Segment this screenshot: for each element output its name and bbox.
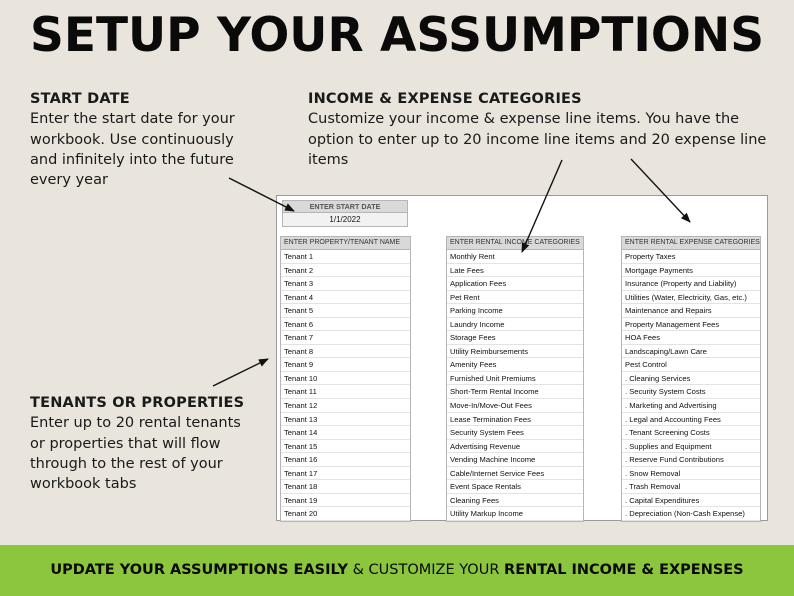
tenant-row[interactable]: Tenant 17 (281, 467, 410, 481)
income-category-row[interactable]: Vending Machine Income (447, 453, 583, 467)
expense-category-row[interactable]: . Reserve Fund Contributions (622, 453, 760, 467)
expense-category-row[interactable]: . Security System Costs (622, 385, 760, 399)
tenant-row[interactable]: Tenant 16 (281, 453, 410, 467)
income-category-row[interactable]: Amenity Fees (447, 358, 583, 372)
income-category-row[interactable]: Storage Fees (447, 331, 583, 345)
tenant-row[interactable]: Tenant 3 (281, 277, 410, 291)
expense-category-row[interactable]: . Snow Removal (622, 467, 760, 481)
expense-list-header: ENTER RENTAL EXPENSE CATEGORIES (622, 237, 760, 250)
tenant-row[interactable]: Tenant 9 (281, 358, 410, 372)
expense-category-row[interactable]: . Tenant Screening Costs (622, 426, 760, 440)
tenants-heading: TENANTS OR PROPERTIES (30, 395, 245, 411)
expense-category-row[interactable]: Property Management Fees (622, 318, 760, 332)
banner-text-bold-1: UPDATE YOUR ASSUMPTIONS EASILY (50, 562, 349, 578)
income-category-row[interactable]: Advertising Revenue (447, 440, 583, 454)
expense-category-row[interactable]: Utilities (Water, Electricity, Gas, etc.) (622, 291, 760, 305)
income-category-row[interactable]: Event Space Rentals (447, 480, 583, 494)
expense-category-row[interactable]: Property Taxes (622, 250, 760, 264)
expense-category-row[interactable]: . Capital Expenditures (622, 494, 760, 508)
income-category-row[interactable]: Laundry Income (447, 318, 583, 332)
income-category-row[interactable]: Monthly Rent (447, 250, 583, 264)
categories-description: Customize your income & expense line items. You have the option to enter up to 20 income line items and 20 expense line items (308, 111, 767, 168)
income-category-row[interactable]: Lease Termination Fees (447, 413, 583, 427)
tenant-row[interactable]: Tenant 19 (281, 494, 410, 508)
expense-category-row[interactable]: . Supplies and Equipment (622, 440, 760, 454)
categories-heading: INCOME & EXPENSE CATEGORIES (308, 91, 582, 107)
tenant-row[interactable]: Tenant 18 (281, 480, 410, 494)
income-category-row[interactable]: Pet Rent (447, 291, 583, 305)
tenant-row[interactable]: Tenant 14 (281, 426, 410, 440)
start-date-description: Enter the start date for your workbook. Use continuously and infinitely into the future every year (30, 111, 235, 189)
tenant-list-header: ENTER PROPERTY/TENANT NAME (281, 237, 410, 250)
expense-category-row[interactable]: Pest Control (622, 358, 760, 372)
expense-arrow (631, 159, 690, 222)
expense-category-row[interactable]: Maintenance and Repairs (622, 304, 760, 318)
expense-category-row[interactable]: . Cleaning Services (622, 372, 760, 386)
tenants-arrow (213, 359, 268, 386)
income-category-row[interactable]: Utility Markup Income (447, 507, 583, 521)
expense-category-row[interactable]: Landscaping/Lawn Care (622, 345, 760, 359)
tenant-row[interactable]: Tenant 20 (281, 507, 410, 521)
income-category-row[interactable]: Move-In/Move-Out Fees (447, 399, 583, 413)
tenant-row[interactable]: Tenant 1 (281, 250, 410, 264)
tenant-row[interactable]: Tenant 5 (281, 304, 410, 318)
expense-category-row[interactable]: . Legal and Accounting Fees (622, 413, 760, 427)
income-category-row[interactable]: Short-Term Rental Income (447, 385, 583, 399)
tenant-row[interactable]: Tenant 7 (281, 331, 410, 345)
tenant-row[interactable]: Tenant 8 (281, 345, 410, 359)
income-category-row[interactable]: Security System Fees (447, 426, 583, 440)
tenant-row[interactable]: Tenant 13 (281, 413, 410, 427)
income-arrow (522, 160, 562, 252)
income-list-header: ENTER RENTAL INCOME CATEGORIES (447, 237, 583, 250)
expense-category-row[interactable]: . Trash Removal (622, 480, 760, 494)
tenant-row[interactable]: Tenant 12 (281, 399, 410, 413)
income-category-row[interactable]: Application Fees (447, 277, 583, 291)
tenant-row[interactable]: Tenant 11 (281, 385, 410, 399)
expense-category-row[interactable]: Mortgage Payments (622, 264, 760, 278)
tenants-description: Enter up to 20 rental tenants or properties that will flow through to the rest of your workbook tabs (30, 415, 241, 493)
income-category-row[interactable]: Furnished Unit Premiums (447, 372, 583, 386)
start-date-cell[interactable]: 1/1/2022 (282, 213, 408, 227)
tenant-row[interactable]: Tenant 4 (281, 291, 410, 305)
expense-category-row[interactable]: . Marketing and Advertising (622, 399, 760, 413)
income-category-row[interactable]: Utility Reimbursements (447, 345, 583, 359)
page-title: SETUP YOUR ASSUMPTIONS (30, 8, 765, 63)
bottom-banner (0, 545, 794, 596)
income-category-row[interactable]: Parking Income (447, 304, 583, 318)
income-category-row[interactable]: Cable/Internet Service Fees (447, 467, 583, 481)
expense-category-row[interactable]: HOA Fees (622, 331, 760, 345)
start-date-header: ENTER START DATE (282, 200, 408, 213)
tenant-row[interactable]: Tenant 2 (281, 264, 410, 278)
start-date-heading: START DATE (30, 91, 130, 107)
tenant-row[interactable]: Tenant 10 (281, 372, 410, 386)
income-category-row[interactable]: Late Fees (447, 264, 583, 278)
income-category-row[interactable]: Cleaning Fees (447, 494, 583, 508)
tenant-row[interactable]: Tenant 15 (281, 440, 410, 454)
expense-category-row[interactable]: . Depreciation (Non-Cash Expense) (622, 507, 760, 521)
expense-category-row[interactable]: Insurance (Property and Liability) (622, 277, 760, 291)
banner-text-bold-2: RENTAL INCOME & EXPENSES (504, 562, 744, 578)
banner-text-regular: & CUSTOMIZE YOUR (348, 562, 505, 578)
start-date-arrow (229, 178, 294, 211)
tenant-row[interactable]: Tenant 6 (281, 318, 410, 332)
